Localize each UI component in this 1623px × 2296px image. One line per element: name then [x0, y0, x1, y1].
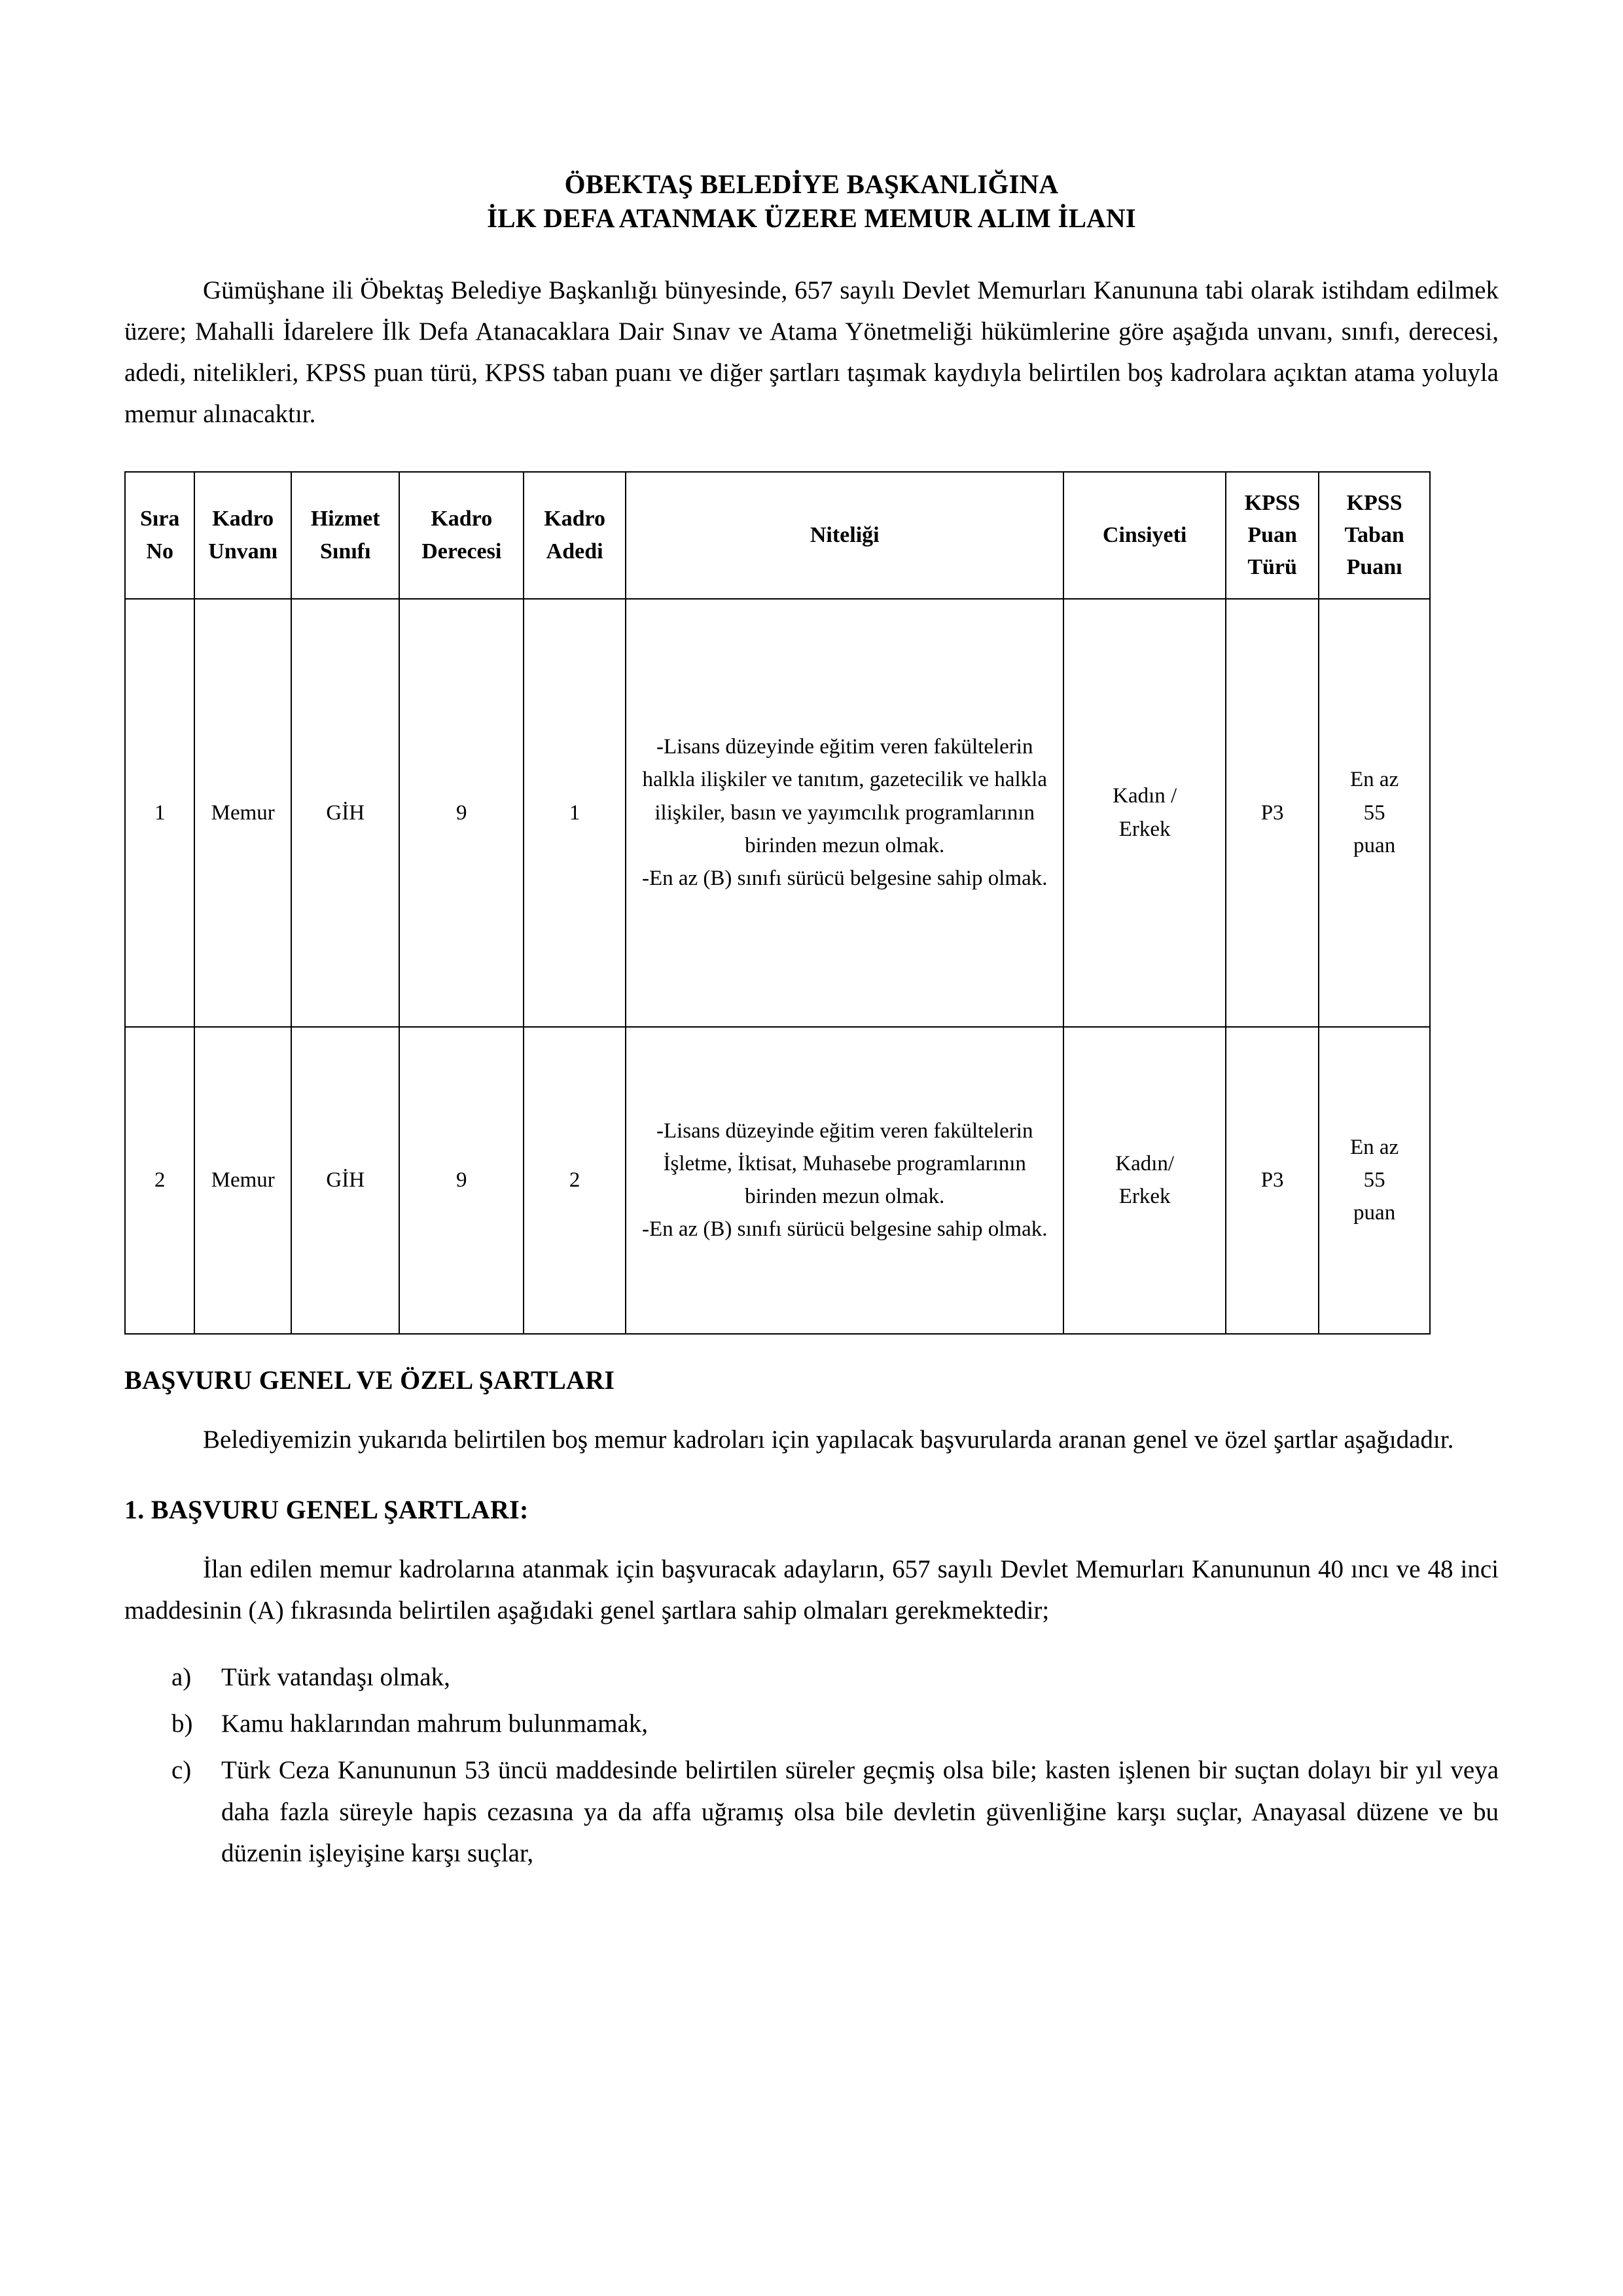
list-item-text: Kamu haklarından mahrum bulunmamak, — [221, 1710, 648, 1738]
cell-kadro-derecesi: 9 — [399, 1027, 524, 1334]
cell-kpss-puan-turu: P3 — [1226, 599, 1319, 1027]
kpss-taban-l3: puan — [1353, 833, 1396, 857]
cell-kadro-derecesi: 9 — [399, 599, 524, 1027]
cinsiyeti-l1: Kadın / — [1113, 784, 1177, 808]
cell-hizmet-sinifi: GİH — [291, 599, 399, 1027]
header-kadro-unvani-l1: Kadro — [212, 507, 274, 531]
niteligi-segment-2: -En az (B) sınıfı sürücü belgesine sahip olmak. — [641, 866, 1048, 890]
cell-niteligi — [626, 1027, 1063, 1334]
header-kadro-adedi-l2: Adedi — [546, 539, 603, 564]
header-kadro-adedi-l1: Kadro — [544, 507, 606, 531]
header-kpss-puan-turu — [1226, 472, 1319, 599]
cell-kpss-taban-puani — [1319, 599, 1430, 1027]
cell-sira-no: 2 — [125, 1027, 194, 1334]
header-kpss-puan-turu-l1: KPSS — [1244, 490, 1300, 515]
intro-paragraph: Gümüşhane ili Öbektaş Belediye Başkanlığı bünyesinde, 657 sayılı Devlet Memurları Kanununa tabi olarak istihdam edilmek üzere; Mahalli İdarelere İlk Defa Atanacaklara Dair Sınav ve Atama Yönetmeliği hükümlerine göre aşağıda unvanı, sınıfı, derecesi, adedi, nitelikleri, KPSS puan türü, KPSS taban puanı ve diğer şartları taşımak kaydıyla belirtilen boş kadrolara açıktan atama yoluyla memur alınacaktır. — [124, 276, 1499, 429]
list-item-text: Türk vatandaşı olmak, — [221, 1663, 450, 1692]
cell-kadro-unvani: Memur — [194, 1027, 291, 1334]
header-kadro-derecesi-l2: Derecesi — [421, 539, 502, 564]
niteligi-segment-2: -En az (B) sınıfı sürücü belgesine sahip olmak. — [641, 1217, 1048, 1242]
cell-kadro-unvani: Memur — [194, 599, 291, 1027]
kpss-taban-l1: En az — [1350, 768, 1399, 792]
cell-hizmet-sinifi: GİH — [291, 1027, 399, 1334]
list-item — [124, 1703, 1499, 1744]
header-kpss-taban-puani-l1: KPSS — [1346, 490, 1402, 515]
cinsiyeti-l2: Erkek — [1118, 817, 1171, 841]
cinsiyeti-l1: Kadın/ — [1115, 1151, 1175, 1175]
header-kadro-unvani-l2: Unvanı — [208, 539, 278, 564]
niteligi-segment-1: -Lisans düzeyinde eğitim veren fakültelerin halkla ilişkiler ve tanıtım, gazetecilik ve halkla ilişkiler, basın ve yayımcılık programlarının birinden mezun olmak. — [642, 735, 1047, 857]
cell-cinsiyeti — [1063, 1027, 1226, 1334]
cell-kpss-puan-turu: P3 — [1226, 1027, 1319, 1334]
page-title — [124, 167, 1499, 236]
list-item-marker: c) — [171, 1756, 192, 1785]
section-heading-genel-sartlari: 1. BAŞVURU GENEL ŞARTLARI: — [124, 1494, 529, 1524]
header-hizmet-sinifi-l2: Sınıfı — [319, 539, 371, 564]
header-kadro-adedi — [524, 472, 626, 599]
header-niteligi: Niteliği — [626, 472, 1063, 599]
list-item — [124, 1749, 1499, 1874]
header-kpss-puan-turu-l3: Türü — [1247, 555, 1297, 580]
cinsiyeti-l2: Erkek — [1118, 1185, 1171, 1209]
table-header-row — [125, 472, 1430, 599]
table-row — [125, 599, 1430, 1027]
header-sira-no-l2: No — [146, 539, 173, 564]
cell-kpss-taban-puani — [1319, 1027, 1430, 1334]
kpss-taban-l2: 55 — [1363, 800, 1385, 825]
header-hizmet-sinifi — [291, 472, 399, 599]
list-item-marker: b) — [171, 1710, 193, 1738]
kadro-table — [124, 471, 1431, 1335]
header-kadro-derecesi-l1: Kadro — [431, 507, 493, 531]
list-item — [124, 1657, 1499, 1698]
section-heading-basvuru-sartlari: BAŞVURU GENEL VE ÖZEL ŞARTLARI — [124, 1365, 615, 1395]
niteligi-segment-1: -Lisans düzeyinde eğitim veren fakültelerin İşletme, İktisat, Muhasebe programlarının birinden mezun olmak. — [656, 1119, 1033, 1209]
title-line-1: ÖBEKTAŞ BELEDİYE BAŞKANLIĞINA — [564, 169, 1059, 199]
kpss-taban-l3: puan — [1353, 1201, 1396, 1225]
kpss-taban-l2: 55 — [1363, 1168, 1385, 1193]
header-kpss-puan-turu-l2: Puan — [1247, 522, 1297, 547]
cell-kadro-adedi: 1 — [524, 599, 626, 1027]
header-hizmet-sinifi-l1: Hizmet — [310, 507, 380, 531]
paragraph-basvuru-sartlari: Belediyemizin yukarıda belirtilen boş memur kadroları için yapılacak başvurularda aranan genel ve özel şartlar aşağıdadır. — [203, 1425, 1454, 1454]
header-kpss-taban-puani-l2: Taban — [1344, 522, 1404, 547]
paragraph-genel-sartlari: İlan edilen memur kadrolarına atanmak için başvuracak adayların, 657 sayılı Devlet Memurları Kanununun 40 ıncı ve 48 inci maddesinin (A) fıkrasında belirtilen aşağıdaki genel şartlara sahip olmaları gerekmektedir; — [124, 1554, 1499, 1624]
header-kadro-unvani — [194, 472, 291, 599]
list-item-text: Türk Ceza Kanununun 53 üncü maddesinde belirtilen süreler geçmiş olsa bile; kasten işlenen bir suçtan dolayı bir yıl veya daha fazla süreyle hapis cezasına ya da affa uğramış olsa bile devletin güvenliğine karşı suçlar, Anayasal düzene ve bu düzenin işleyişine karşı suçlar, — [221, 1756, 1499, 1867]
header-kpss-taban-puani — [1319, 472, 1430, 599]
table-row — [125, 1027, 1430, 1334]
cell-cinsiyeti — [1063, 599, 1226, 1027]
title-line-2: İLK DEFA ATANMAK ÜZERE MEMUR ALIM İLANI — [487, 203, 1136, 234]
header-cinsiyeti: Cinsiyeti — [1063, 472, 1226, 599]
genel-sartlar-list — [124, 1657, 1499, 1874]
header-sira-no-l1: Sıra — [139, 507, 180, 531]
kpss-taban-l1: En az — [1350, 1135, 1399, 1159]
header-kadro-derecesi — [399, 472, 524, 599]
cell-sira-no: 1 — [125, 599, 194, 1027]
list-item-marker: a) — [171, 1663, 192, 1692]
cell-niteligi — [626, 599, 1063, 1027]
cell-kadro-adedi: 2 — [524, 1027, 626, 1334]
header-kpss-taban-puani-l3: Puanı — [1346, 555, 1402, 580]
header-sira-no — [125, 472, 194, 599]
